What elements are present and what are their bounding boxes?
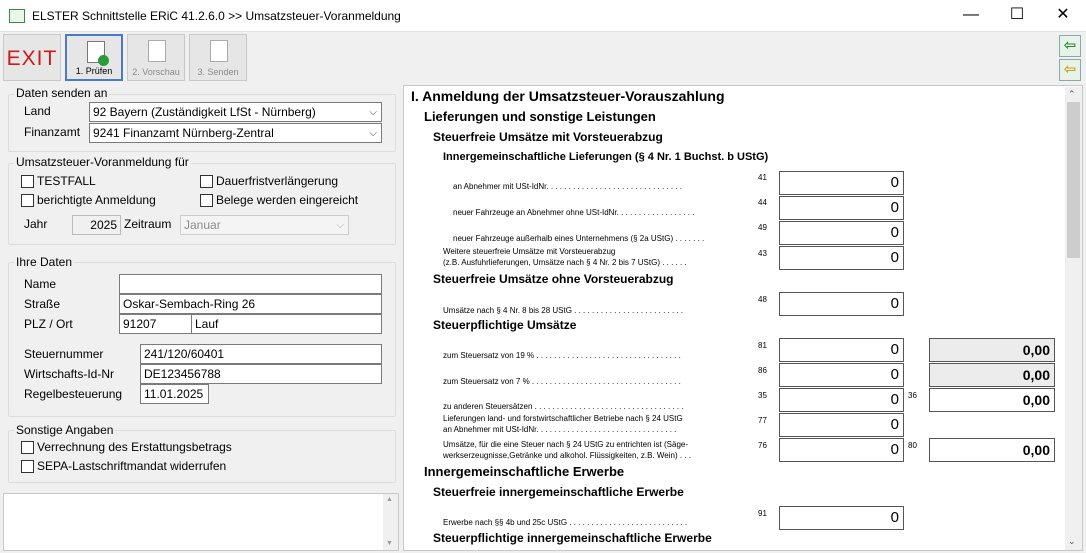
kz-76-input[interactable]: 0 <box>779 438 904 462</box>
kz-43-input[interactable]: 0 <box>779 246 904 270</box>
row-48-label: Umsätze nach § 4 Nr. 8 bis 28 UStG . . . . . . . . . . . . . . . . . . . . . . . . . <box>443 306 684 315</box>
window-title: ELSTER Schnittstelle ERiC 41.2.6.0 >> Umsatzsteuer-Voranmeldung <box>32 9 401 23</box>
row-43-label-1: Weitere steuerfreie Umsätze mit Vorsteuerabzug <box>443 247 616 256</box>
zeitraum-select[interactable] <box>180 215 349 235</box>
wid-label: Wirtschafts-Id-Nr <box>24 367 114 381</box>
kz-41-input[interactable]: 0 <box>779 171 904 195</box>
send-icon <box>210 40 228 62</box>
dauerfrist-label: Dauerfristverlängerung <box>216 174 339 188</box>
row-76-label-1: Umsätze, für die eine Steuer nach § 24 UStG zu entrichten ist (Säge- <box>443 440 689 449</box>
kz-44-input[interactable]: 0 <box>779 196 904 220</box>
regelbesteuerung-label: Regelbesteuerung <box>24 387 123 401</box>
row-43-label-2: (z.B. Ausfuhrlieferungen, Umsätze nach § 4 Nr. 2 bis 7 UStG) . . . . . . <box>443 258 687 267</box>
kz-86: 86 <box>758 366 767 375</box>
chevron-down-icon: ⌵ <box>369 107 377 118</box>
strasse-input[interactable]: Oskar-Sembach-Ring 26 <box>119 294 382 314</box>
chevron-down-icon: ⌵ <box>369 128 377 139</box>
jahr-input[interactable]: 2025 <box>72 215 121 235</box>
chevron-down-icon: ⌵ <box>336 220 344 231</box>
belege-checkbox[interactable] <box>200 194 213 207</box>
heading-anmeldung: I. Anmeldung der Umsatzsteuer-Vorauszahlung <box>411 88 725 104</box>
row-91-label: Erwerbe nach §§ 4b und 25c UStG . . . . . . . . . . . . . . . . . . . . . . . . . . . <box>443 518 688 527</box>
row-41-label: an Abnehmer mit USt-IdNr. . . . . . . . . . . . . . . . . . . . . . . . . . . . . . . <box>453 182 682 191</box>
heading-steuerpflichtig: Steuerpflichtige Umsätze <box>433 318 577 332</box>
ort-input[interactable]: Lauf <box>191 314 382 334</box>
name-input[interactable] <box>119 274 382 294</box>
row-49-label: neuer Fahrzeuge außerhalb eines Unternehmens (§ 2a UStG) . . . . . . . <box>453 234 705 243</box>
pruefen-button[interactable] <box>65 34 123 81</box>
minimize-button[interactable]: — <box>963 6 979 23</box>
testfall-checkbox[interactable] <box>21 175 34 188</box>
scroll-down-icon: ⌄ <box>1068 536 1076 546</box>
document-check-icon <box>87 41 105 63</box>
sonstige-group <box>8 430 396 483</box>
kz-35-input[interactable]: 0 <box>779 388 904 412</box>
name-label: Name <box>24 277 57 291</box>
row-44-label: neuer Fahrzeuge an Abnehmer ohne USt-IdNr. . . . . . . . . . . . . . . . . . <box>453 208 695 217</box>
title-bar <box>0 0 1086 32</box>
heading-ig-lieferungen: Innergemeinschaftliche Lieferungen (§ 4 Nr. 1 Buchst. b UStG) <box>443 151 769 163</box>
verrechnung-label: Verrechnung des Erstattungsbetrags <box>37 440 232 454</box>
maximize-button[interactable]: ☐ <box>1009 6 1025 23</box>
steuernummer-input[interactable]: 241/120/60401 <box>140 344 382 364</box>
finanzamt-select[interactable] <box>89 123 382 143</box>
kz-43: 43 <box>758 249 767 258</box>
testfall-label: TESTFALL <box>37 174 96 188</box>
message-area[interactable] <box>3 493 399 551</box>
kz-86-input[interactable]: 0 <box>779 363 904 387</box>
row-77-label-1: Lieferungen land- und forstwirtschaftlicher Betriebe nach § 24 UStG <box>443 414 683 423</box>
row-77-label-2: an Abnehmer mit USt-IdNr. . . . . . . . . . . . . . . . . . . . . . . . . . . . . . . . <box>443 425 677 434</box>
kz-36-input[interactable]: 0,00 <box>929 388 1055 412</box>
sepa-label: SEPA-Lastschriftmandat widerrufen <box>37 459 227 473</box>
wid-input[interactable]: DE123456788 <box>140 364 382 384</box>
close-button[interactable]: ✕ <box>1056 6 1070 23</box>
kz-80: 80 <box>908 441 917 450</box>
ust-title: Umsatzsteuer-Voranmeldung für <box>16 155 189 169</box>
heading-steuerfrei-mit: Steuerfreie Umsätze mit Vorsteuerabzug <box>433 130 663 144</box>
kz-76: 76 <box>758 441 767 450</box>
zeitraum-label: Zeitraum <box>124 217 172 231</box>
row-81-label: zum Steuersatz von 19 % . . . . . . . . . . . . . . . . . . . . . . . . . . . . . . . . . <box>443 351 681 360</box>
jahr-label: Jahr <box>24 217 48 231</box>
plz-input[interactable]: 91207 <box>119 314 192 334</box>
ihre-daten-title: Ihre Daten <box>16 255 73 269</box>
kz-77: 77 <box>758 416 767 425</box>
kz-81-input[interactable]: 0 <box>779 338 904 362</box>
kz-77-input[interactable]: 0 <box>779 413 904 437</box>
finanzamt-label: Finanzamt <box>24 125 81 139</box>
kz-36: 36 <box>908 391 917 400</box>
finanzamt-value: 9241 Finanzamt Nürnberg-Zentral <box>93 126 274 140</box>
kz-44: 44 <box>758 198 767 207</box>
sepa-checkbox[interactable] <box>21 460 34 473</box>
vorschau-label: 2. Vorschau <box>132 67 180 77</box>
kz-41: 41 <box>758 173 767 182</box>
berichtigt-checkbox[interactable] <box>21 194 34 207</box>
row-86-label: zum Steuersatz von 7 % . . . . . . . . . . . . . . . . . . . . . . . . . . . . . . . . . . <box>443 377 681 386</box>
tax-19-field: 0,00 <box>929 338 1055 362</box>
dauerfrist-checkbox[interactable] <box>200 175 213 188</box>
scroll-thumb[interactable] <box>1067 102 1080 258</box>
senden-button[interactable] <box>189 34 247 81</box>
row-35-label: zu anderen Steuersätzen . . . . . . . . . . . . . . . . . . . . . . . . . . . . . . . . . . <box>443 402 684 411</box>
zeitraum-value: Januar <box>184 218 221 232</box>
kz-48: 48 <box>758 295 767 304</box>
sonstige-title: Sonstige Angaben <box>16 423 114 437</box>
kz-91: 91 <box>758 509 767 518</box>
verrechnung-checkbox[interactable] <box>21 441 34 454</box>
scroll-down-icon: ▼ <box>386 540 393 547</box>
heading-steuerfrei-ohne: Steuerfreie Umsätze ohne Vorsteuerabzug <box>433 272 674 286</box>
kz-81: 81 <box>758 341 767 350</box>
heading-steuerpflichtig-ig: Steuerpflichtige innergemeinschaftliche Erwerbe <box>433 531 712 545</box>
row-76-label-2: werkserzeugnisse,Getränke und alkohol. Flüssigkeiten, z.B. Wein) . . . <box>443 451 691 460</box>
kz-91-input[interactable]: 0 <box>779 506 904 530</box>
steuernummer-label: Steuernummer <box>24 347 104 361</box>
scroll-up-icon: ▲ <box>386 496 393 503</box>
regelbesteuerung-input[interactable]: 11.01.2025 <box>140 384 209 404</box>
kz-80-input[interactable]: 0,00 <box>929 438 1055 462</box>
kz-49: 49 <box>758 223 767 232</box>
pruefen-label: 1. Prüfen <box>75 66 113 76</box>
land-label: Land <box>24 104 51 118</box>
kz-35: 35 <box>758 391 767 400</box>
exit-button[interactable]: EXIT <box>3 34 61 81</box>
plz-ort-label: PLZ / Ort <box>24 317 73 331</box>
heading-ig-erwerbe: Innergemeinschaftliche Erwerbe <box>424 464 625 479</box>
heading-lieferungen: Lieferungen und sonstige Leistungen <box>424 109 656 124</box>
land-select[interactable] <box>89 102 382 122</box>
berichtigt-label: berichtigte Anmeldung <box>37 193 156 207</box>
document-search-icon <box>148 40 166 62</box>
senden-label: 3. Senden <box>197 67 239 77</box>
land-value: 92 Bayern (Zuständigkeit LfSt - Nürnberg) <box>93 105 316 119</box>
daten-senden-title: Daten senden an <box>16 86 108 100</box>
heading-steuerfrei-ig: Steuerfreie innergemeinschaftliche Erwerbe <box>433 485 684 499</box>
strasse-label: Straße <box>24 297 61 311</box>
kz-48-input[interactable]: 0 <box>779 292 904 316</box>
tax-7-field: 0,00 <box>929 363 1055 387</box>
elster-app-icon <box>9 9 25 23</box>
scroll-up-icon: ⌃ <box>1068 89 1076 99</box>
nav-back-alt-icon[interactable]: ⇦ <box>1059 59 1081 81</box>
kz-49-input[interactable]: 0 <box>779 221 904 245</box>
belege-label: Belege werden eingereicht <box>216 193 359 207</box>
nav-back-icon[interactable]: ⇦ <box>1059 35 1081 57</box>
vorschau-button[interactable] <box>127 34 185 81</box>
